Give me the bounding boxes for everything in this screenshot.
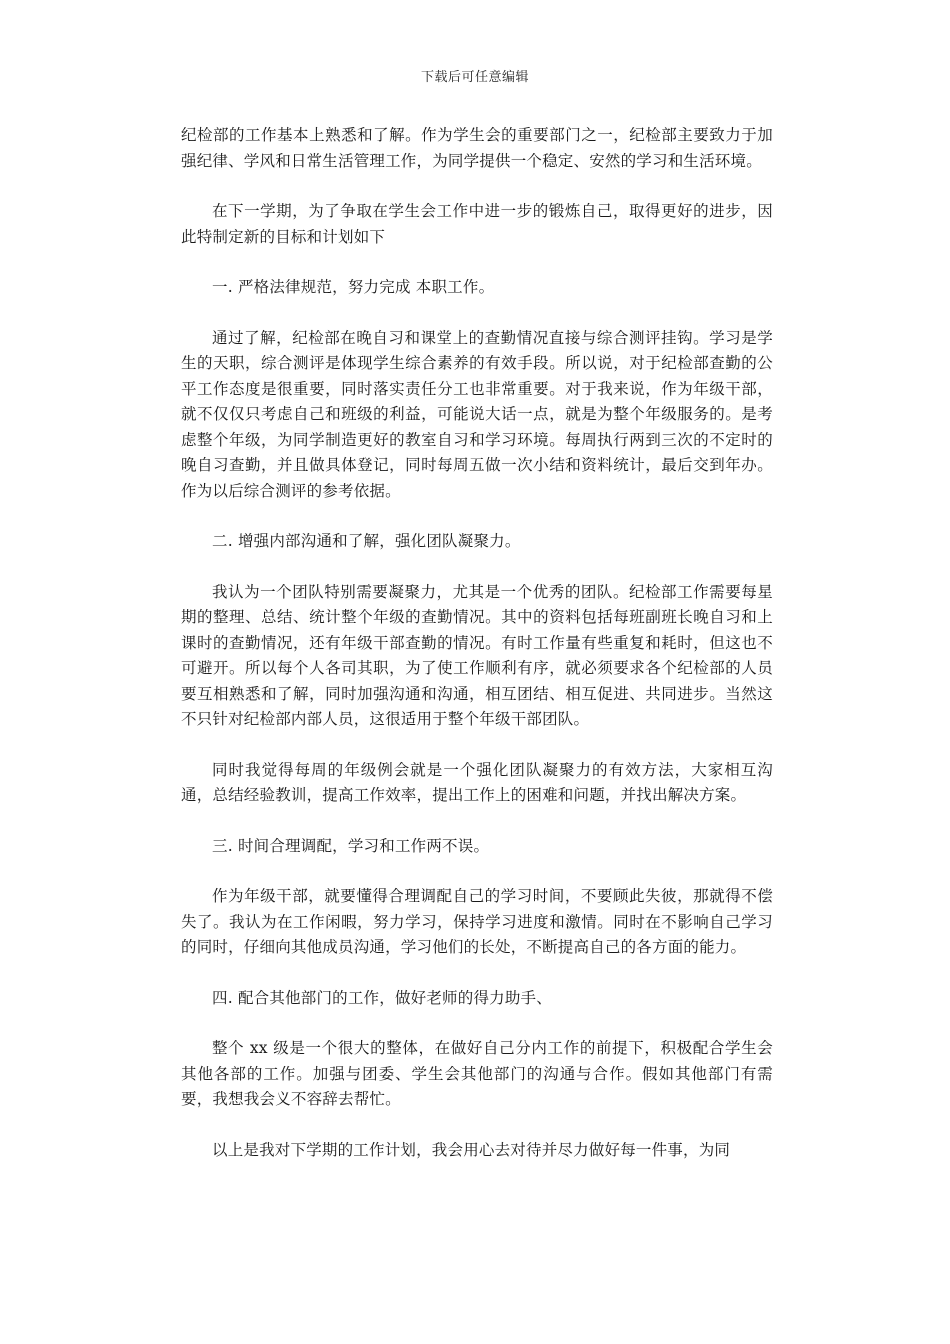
section-heading-4: 四. 配合其他部门的工作，做好老师的得力助手、 — [212, 988, 552, 1007]
paragraph-closing: 以上是我对下学期的工作计划，我会用心去对待并尽力做好每一件事，为同 — [212, 1140, 731, 1159]
paragraph-section-1: 通过了解，纪检部在晚自习和课堂上的查勤情况直接与综合测评挂钩。学习是学生的天职，综合测评是体现学生综合素养的有效手段。所以说，对于纪检部查勤的公平工作态度是很重要，同时落实责任分工也非常重要。对于我来说，作为年级干部，就不仅仅只考虑自己和班级的利益，可能说大话一点，就是为整个年级服务的。是考虑整个年级，为同学制造更好的教室自习和学习环境。每周执行两到三次的不定时的晚自习查勤，并且做具体登记，同时每周五做一次小结和资料统计，最后交到年办。作为以后综合测评的参考依据。 — [181, 328, 773, 500]
paragraph-section-4: 整个 xx 级是一个很大的整体，在做好自己分内工作的前提下，积极配合学生会其他各部的工作。加强与团委、学生会其他部门的沟通与合作。假如其他部门有需要，我想我会义不容辞去帮忙。 — [181, 1039, 773, 1108]
paragraph-intro: 纪检部的工作基本上熟悉和了解。作为学生会的重要部门之一，纪检部主要致力于加强纪律、学风和日常生活管理工作，为同学提供一个稳定、安然的学习和生活环境。 — [181, 126, 773, 170]
section-heading-3: 三. 时间合理调配，学习和工作两不误。 — [212, 836, 490, 855]
section-heading-1: 一. 严格法律规范，努力完成 本职工作。 — [212, 278, 495, 296]
paragraph-section-2a: 我认为一个团队特别需要凝聚力，尤其是一个优秀的团队。纪检部工作需要每星期的整理、总结、统计整个年级的查勤情况。其中的资料包括每班副班长晚自习和上课时的查勤情况，还有年级干部查勤的情况。有时工作量有些重复和耗时，但这也不可避开。所以每个人各司其职，为了使工作顺利有序，就必须要求各个纪检部的人员要互相熟悉和了解，同时加强沟通和沟通，相互团结、相互促进、共同进步。当然这不只针对纪检部内部人员，这很适用于整个年级干部团队。 — [181, 582, 773, 728]
document-body — [181, 123, 773, 1188]
paragraph-section-2b: 同时我觉得每周的年级例会就是一个强化团队凝聚力的有效方法，大家相互沟通，总结经验教训，提高工作效率，提出工作上的困难和问题，并找出解决方案。 — [181, 760, 773, 804]
paragraph-goal: 在下一学期，为了争取在学生会工作中进一步的锻炼自己，取得更好的进步，因此特制定新的目标和计划如下 — [181, 202, 773, 246]
page-header-note: 下载后可任意编辑 — [420, 70, 529, 85]
section-heading-2: 二. 增强内部沟通和了解，强化团队凝聚力。 — [212, 532, 521, 550]
paragraph-section-3: 作为年级干部，就要懂得合理调配自己的学习时间，不要顾此失彼，那就得不偿失了。我认为在工作闲暇，努力学习，保持学习进度和激情。同时在不影响自己学习的同时，仔细向其他成员沟通，学习他们的长处，不断提高自己的各方面的能力。 — [181, 887, 773, 956]
